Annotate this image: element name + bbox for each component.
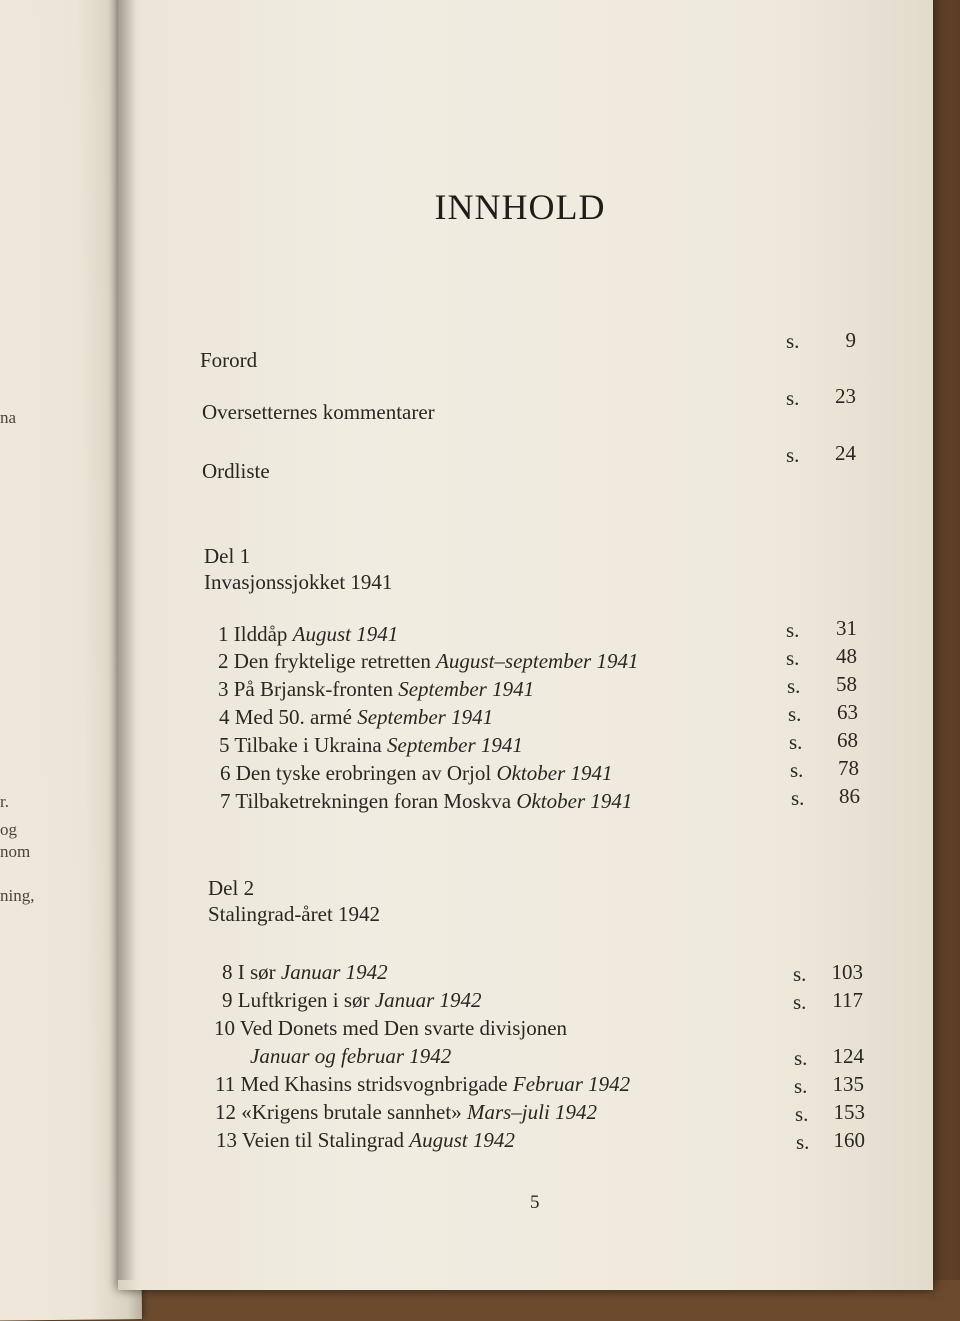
chapter-entry: [219, 733, 523, 758]
toc-page-prefix: s.: [786, 386, 800, 410]
part-subtitle: Invasjonssjokket 1941: [204, 570, 393, 594]
toc-page-number: 58: [836, 672, 857, 696]
chapter-date: Oktober 1941: [516, 789, 633, 813]
chapter-title: I sør: [237, 960, 276, 984]
chapter-number: 4: [219, 705, 230, 729]
chapter-number: 3: [218, 677, 229, 701]
left-page-fragment: ning,: [0, 886, 35, 905]
chapter-number: 7: [220, 789, 231, 813]
left-page-fragment: og: [0, 820, 17, 839]
toc-page-number: 24: [835, 441, 856, 465]
part-subtitle: Stalingrad-året 1942: [208, 902, 381, 926]
chapter-date: Januar og februar 1942: [250, 1044, 452, 1068]
chapter-number: 1: [218, 622, 229, 646]
chapter-date: Oktober 1941: [496, 761, 613, 785]
chapter-number: 10: [214, 1016, 235, 1040]
chapter-date: September 1941: [357, 705, 494, 729]
chapter-date: Februar 1942: [512, 1072, 631, 1096]
chapter-title: Den fryktelige retretten: [233, 649, 431, 673]
chapter-entry: [219, 705, 493, 730]
toc-page-number: 160: [833, 1128, 865, 1152]
toc-page-number: 78: [838, 756, 859, 780]
toc-page-number: 86: [839, 784, 860, 808]
toc-page-prefix: s.: [786, 618, 800, 642]
chapter-title: Ilddåp: [233, 622, 288, 646]
chapter-title: Tilbaketrekningen foran Moskva: [235, 789, 512, 813]
toc-page-prefix: s.: [793, 990, 807, 1014]
toc-page-number: 68: [837, 728, 858, 752]
toc-page-number: 63: [837, 700, 858, 724]
toc-page-number: 135: [832, 1072, 864, 1096]
chapter-entry: [222, 988, 482, 1013]
toc-page-number: 23: [835, 384, 856, 408]
toc-page-number: 153: [833, 1100, 865, 1124]
part-heading: Del 1: [204, 544, 251, 568]
chapter-title: På Brjansk-fronten: [233, 677, 393, 701]
chapter-number: 12: [215, 1100, 236, 1124]
chapter-number: 2: [218, 649, 229, 673]
chapter-date: September 1941: [387, 733, 523, 757]
chapter-number: 5: [219, 733, 230, 757]
page-title: [0, 186, 960, 228]
chapter-date: Januar 1942: [374, 988, 482, 1012]
toc-front-label: Oversetternes kommentarer: [202, 400, 435, 424]
chapter-entry: [220, 789, 632, 814]
chapter-entry: [216, 1128, 515, 1153]
chapter-number: 9: [222, 988, 233, 1012]
toc-page-prefix: s.: [795, 1102, 809, 1126]
toc-page-prefix: s.: [787, 674, 801, 698]
chapter-date: August–september 1941: [436, 649, 639, 673]
toc-page-prefix: s.: [786, 329, 800, 353]
chapter-entry: [214, 1016, 567, 1041]
toc-page-number: 103: [831, 960, 863, 984]
chapter-title: «Krigens brutale sannhet»: [241, 1100, 462, 1124]
chapter-entry: [218, 649, 638, 674]
toc-page-prefix: s.: [788, 702, 802, 726]
left-page-fragment: nom: [0, 842, 31, 861]
toc-page-number: 124: [832, 1044, 864, 1068]
chapter-number: 8: [222, 960, 233, 984]
toc-page-prefix: s.: [786, 646, 800, 670]
chapter-date: August 1942: [409, 1128, 515, 1152]
toc-page-number: 117: [832, 988, 863, 1012]
left-page-fragment: na: [0, 408, 17, 427]
left-page-fragment: r.: [0, 792, 9, 811]
toc-page-number: 9: [845, 328, 856, 352]
toc-page-prefix: s.: [796, 1130, 810, 1154]
chapter-number: 13: [216, 1128, 237, 1152]
toc-page-prefix: s.: [793, 962, 807, 986]
chapter-title: Med Khasins stridsvognbrigade: [240, 1072, 508, 1096]
chapter-entry: [215, 1072, 630, 1097]
chapter-entry: [218, 677, 534, 702]
chapter-number: 6: [220, 761, 231, 785]
toc-page-number: 48: [836, 644, 857, 668]
chapter-title: Med 50. armé: [234, 705, 352, 729]
chapter-number: 11: [215, 1072, 236, 1096]
chapter-entry: [218, 622, 398, 647]
chapter-date: Mars–juli 1942: [466, 1100, 598, 1124]
toc-page-number: 31: [836, 616, 857, 640]
chapter-date: August 1941: [292, 622, 399, 646]
page-title-text: INNHOLD: [434, 187, 606, 227]
chapter-title: Luftkrigen i sør: [237, 988, 370, 1012]
chapter-date: Januar 1942: [280, 960, 388, 984]
chapter-entry: [220, 761, 613, 786]
page-number: 5: [530, 1192, 540, 1213]
part-heading: Del 2: [208, 876, 255, 900]
chapter-entry: [215, 1100, 597, 1125]
toc-front-label: Ordliste: [202, 459, 270, 483]
chapter-date: September 1941: [398, 677, 535, 701]
chapter-title: Veien til Stalingrad: [241, 1128, 405, 1152]
toc-page-prefix: s.: [794, 1046, 808, 1070]
toc-page-prefix: s.: [794, 1074, 808, 1098]
toc-front-label: Forord: [200, 348, 258, 372]
chapter-title: Den tyske erobringen av Orjol: [235, 761, 492, 785]
chapter-title: Ved Donets med Den svarte divisjonen: [239, 1016, 568, 1040]
toc-page-prefix: s.: [786, 443, 800, 467]
toc-page-prefix: s.: [790, 758, 804, 782]
toc-page-prefix: s.: [789, 730, 803, 754]
chapter-title: Tilbake i Ukraina: [234, 733, 382, 757]
toc-page-prefix: s.: [791, 786, 805, 810]
chapter-entry: [222, 960, 388, 985]
